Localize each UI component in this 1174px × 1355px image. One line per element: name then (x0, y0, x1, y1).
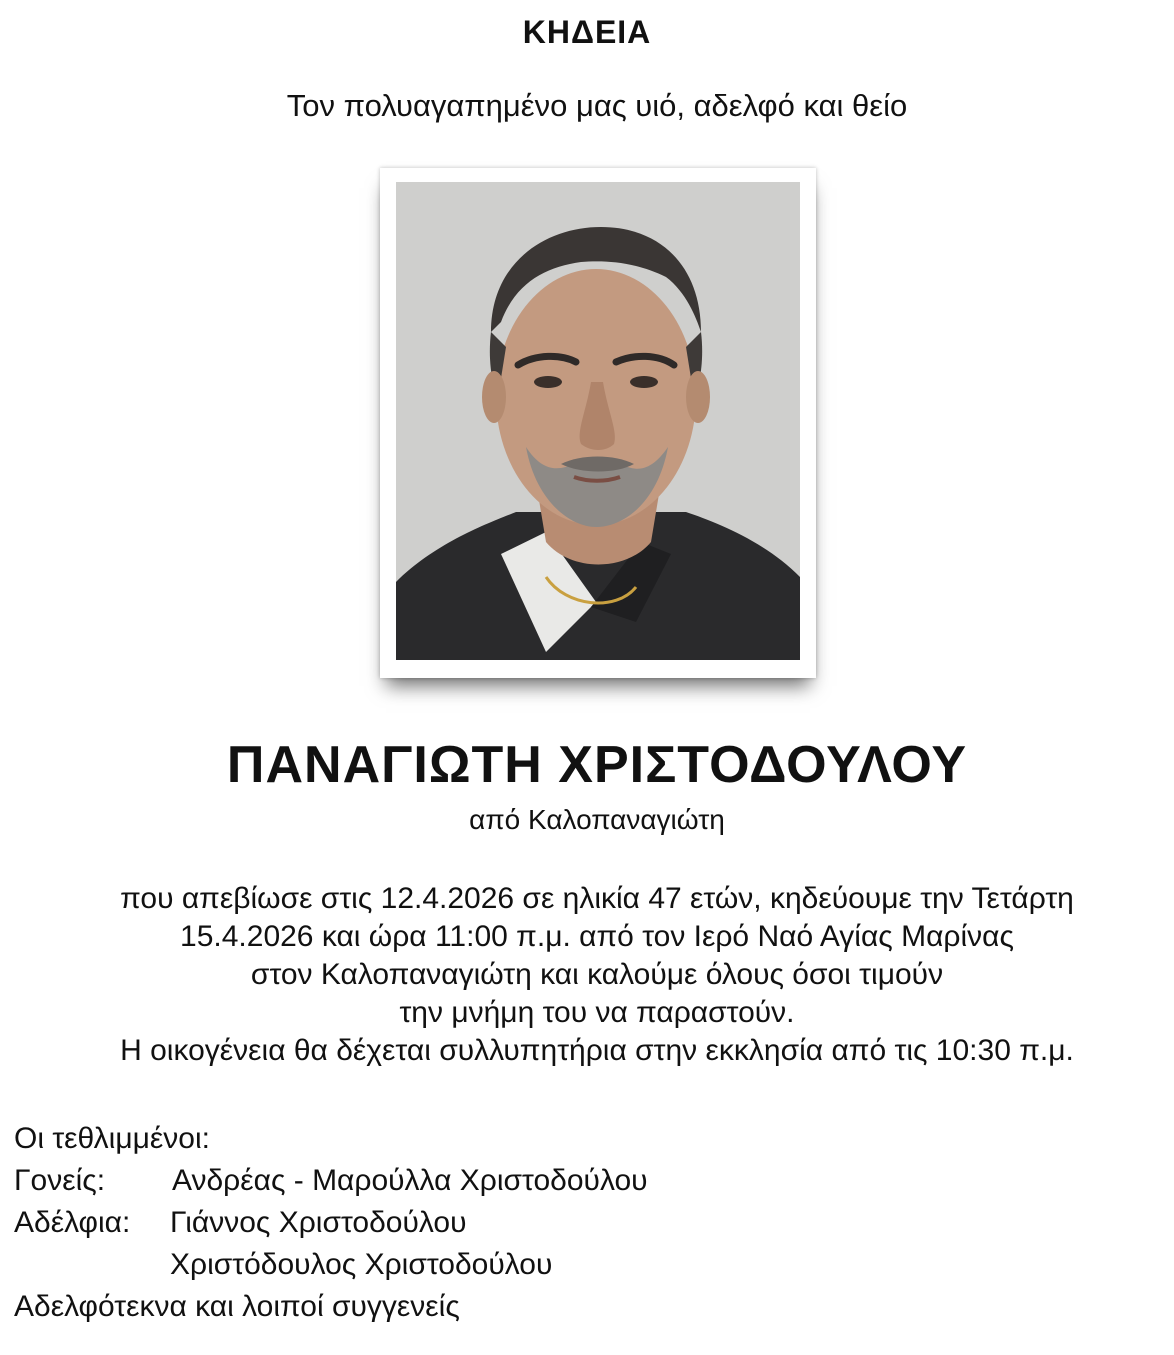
announcement-line: Η οικογένεια θα δέχεται συλλυπητήρια στην εκκλησία από τις 10:30 π.μ. (120, 1034, 1074, 1067)
mourners-intro-text: Οι τεθλιμμένοι: (14, 1122, 210, 1155)
portrait-frame (380, 168, 816, 678)
other-relatives: Αδελφότεκνα και λοιποί συγγενείς (14, 1290, 460, 1323)
deceased-origin: από Καλοπαναγιώτη (469, 804, 725, 835)
notice-subheading: Τον πολυαγαπημένο μας υιό, αδελφό και θείο (286, 88, 908, 123)
portrait-illustration (396, 182, 800, 660)
announcement-body (20, 880, 1174, 1070)
announcement-line: 15.4.2026 και ώρα 11:00 π.μ. από τον Ιερό Ναό Αγίας Μαρίνας (180, 920, 1014, 953)
announcement-line: την μνήμη του να παραστούν. (399, 996, 795, 1029)
siblings-label: Αδέλφια: (14, 1206, 131, 1239)
announcement-line: στον Καλοπαναγιώτη και καλούμε όλους όσοι τιμούν (250, 958, 944, 991)
sibling-name: Γιάννος Χριστοδούλου (170, 1206, 467, 1239)
parents-names: Ανδρέας - Μαρούλλα Χριστοδούλου (172, 1164, 648, 1197)
parents-label: Γονείς: (14, 1164, 106, 1197)
announcement-line: που απεβίωσε στις 12.4.2026 σε ηλικία 47 ετών, κηδεύουμε την Τετάρτη (120, 882, 1074, 915)
notice-heading: ΚΗΔΕΙΑ (522, 14, 652, 50)
deceased-name: ΠΑΝΑΓΙΩΤΗ ΧΡΙΣΤΟΔΟΥΛΟΥ (226, 736, 968, 794)
sibling-name: Χριστόδουλος Χριστοδούλου (170, 1248, 553, 1281)
portrait-photo (396, 182, 800, 660)
